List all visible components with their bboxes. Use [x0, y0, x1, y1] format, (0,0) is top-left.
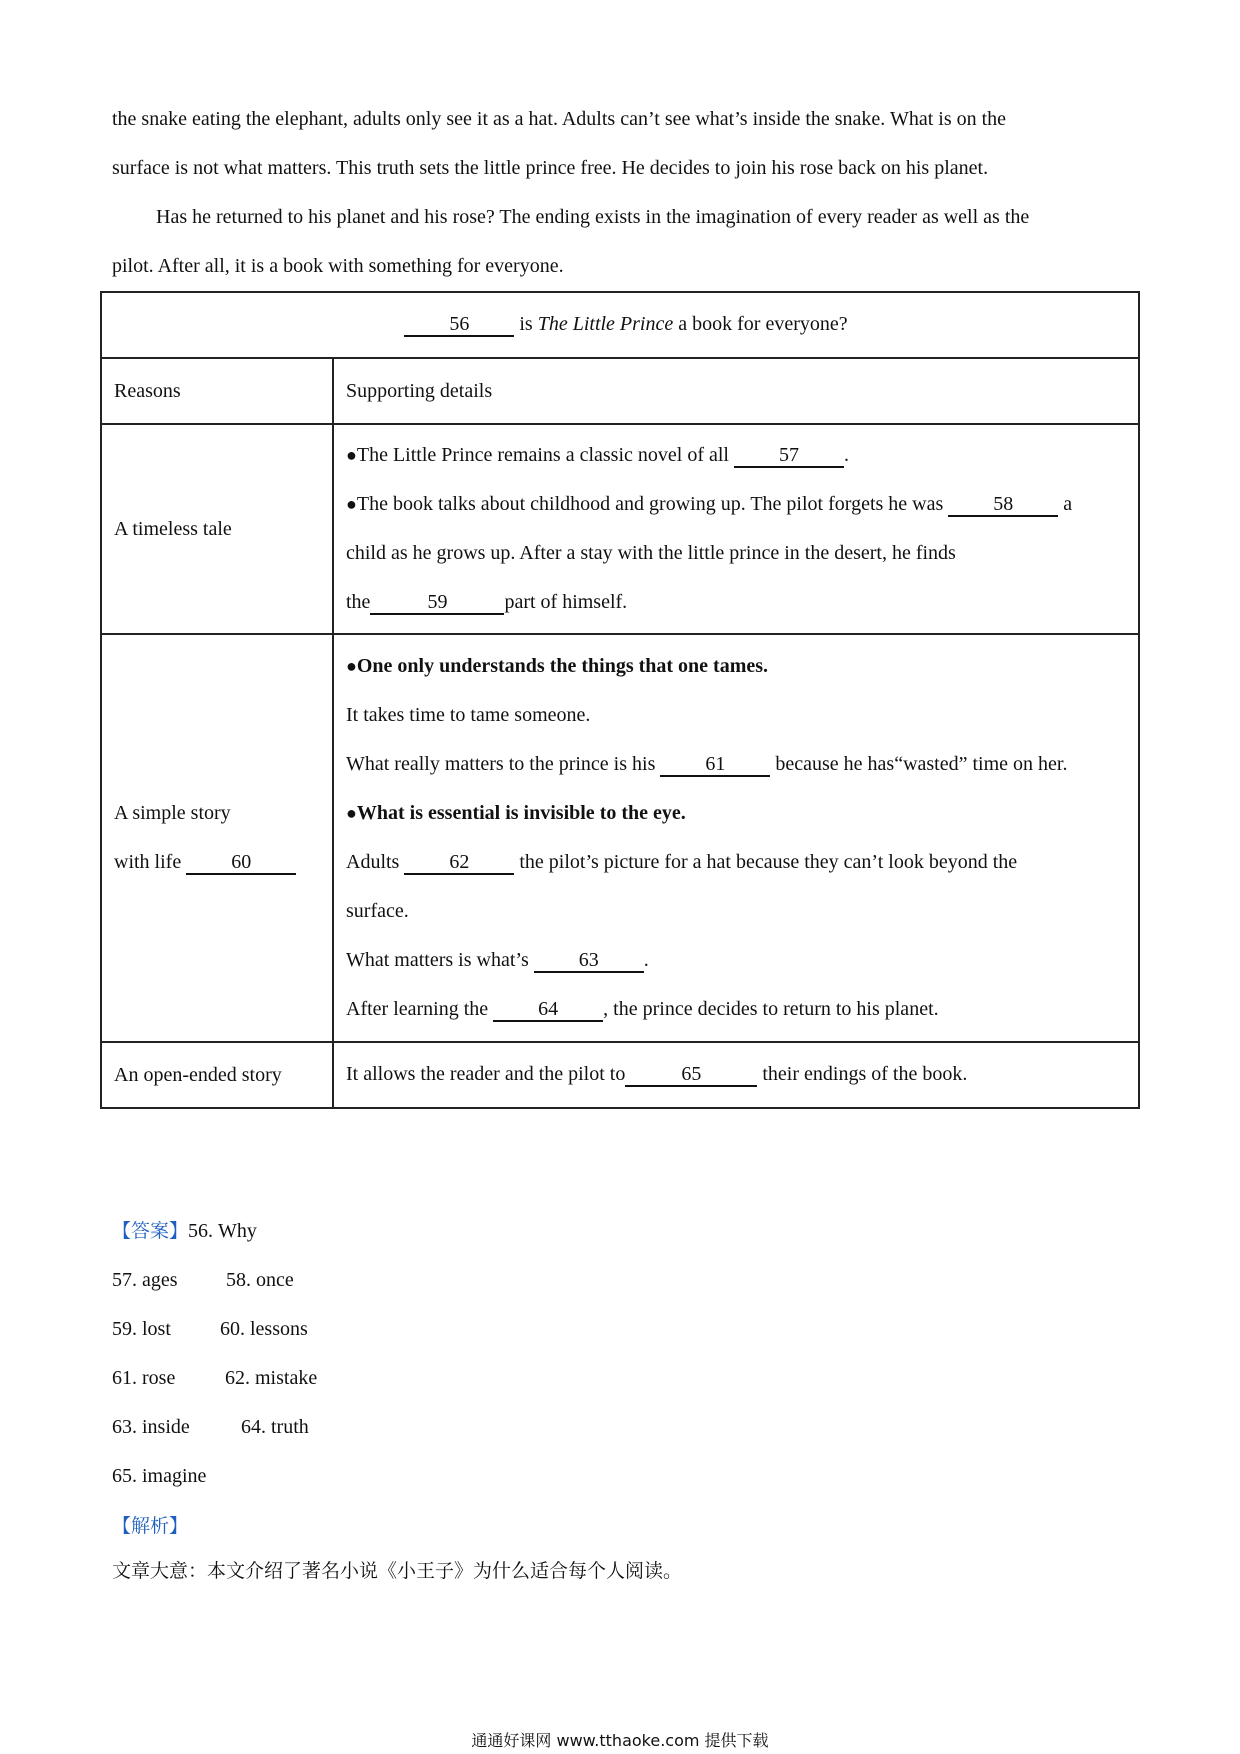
- blank-65: 65: [625, 1063, 757, 1087]
- details-cell: ●The Little Prince remains a classic novel of all 57 . ●The book talks about childhood and growing up. The pilot forgets he was 58 a child as he grows up. After a stay with the little prince in the desert, he finds the 59 part of himself.: [333, 424, 1139, 634]
- analysis-summary: 文章大意：本文介绍了著名小说《小王子》为什么适合每个人阅读。: [112, 1560, 683, 1582]
- table-row: [101, 634, 1139, 1042]
- blank-64: 64: [493, 998, 603, 1022]
- blank-62: 62: [404, 851, 514, 875]
- reason-cell: An open-ended story: [101, 1042, 333, 1108]
- answer-line: 59. lost 60. lessons: [112, 1318, 308, 1340]
- blank-56: 56: [404, 313, 514, 337]
- analysis-heading: [112, 1502, 188, 1551]
- details-cell: ●One only understands the things that one tames. It takes time to tame someone. What really matters to the prince is his 61 because he has“wasted” time on her. ●What is essential is invisible to the eye. Adults 62 the pilot’s picture for a hat because they can’t look beyond the surface. What matters is what’s 63 . After learning the 64 , the prince decides to return to his planet.: [333, 634, 1139, 1042]
- answer-line: 61. rose 62. mistake: [112, 1367, 318, 1389]
- page-footer: 通通好课网 www.tthaoke.com 提供下载: [471, 1731, 769, 1750]
- answer-line: 【答案】56. Why: [112, 1220, 257, 1242]
- passage-line: the snake eating the elephant, adults only see it as a hat. Adults can’t see what’s inside the snake. What is on the: [112, 108, 1007, 130]
- answer-tag: 【答案】: [112, 1220, 189, 1242]
- bullet-icon: ●: [346, 494, 357, 514]
- bullet-icon: ●: [346, 656, 357, 676]
- reasons-table: [100, 291, 1140, 1109]
- reason-cell: A timeless tale: [101, 424, 333, 634]
- blank-60: 60: [186, 851, 296, 875]
- bullet-icon: ●: [346, 445, 357, 465]
- bullet-icon: ●: [346, 803, 357, 823]
- table-title: 56 is The Little Prince a book for everyone?: [101, 292, 1139, 358]
- blank-58: 58: [948, 493, 1058, 517]
- blank-57: 57: [734, 444, 844, 468]
- reason-cell: A simple story with life 60: [101, 634, 333, 1042]
- blank-63: 63: [534, 949, 644, 973]
- answer-line: 63. inside 64. truth: [112, 1416, 309, 1438]
- analysis-tag: 【解析】: [112, 1515, 189, 1537]
- table-row: [101, 424, 1139, 634]
- blank-59: 59: [370, 591, 504, 615]
- answer-line: 57. ages 58. once: [112, 1269, 294, 1291]
- passage-line: Has he returned to his planet and his rose? The ending exists in the imagination of every reader as well as the: [156, 206, 1030, 228]
- table-row: [101, 1042, 1139, 1108]
- details-cell: It allows the reader and the pilot to 65 their endings of the book.: [333, 1042, 1139, 1108]
- passage-text: [112, 95, 1132, 291]
- header-reasons: Reasons: [101, 358, 333, 424]
- passage-line: surface is not what matters. This truth sets the little prince free. He decides to join his rose back on his planet.: [112, 157, 989, 179]
- answer-line: 65. imagine: [112, 1465, 207, 1487]
- header-details: Supporting details: [333, 358, 1139, 424]
- passage-line: pilot. After all, it is a book with something for everyone.: [112, 255, 564, 277]
- blank-61: 61: [660, 753, 770, 777]
